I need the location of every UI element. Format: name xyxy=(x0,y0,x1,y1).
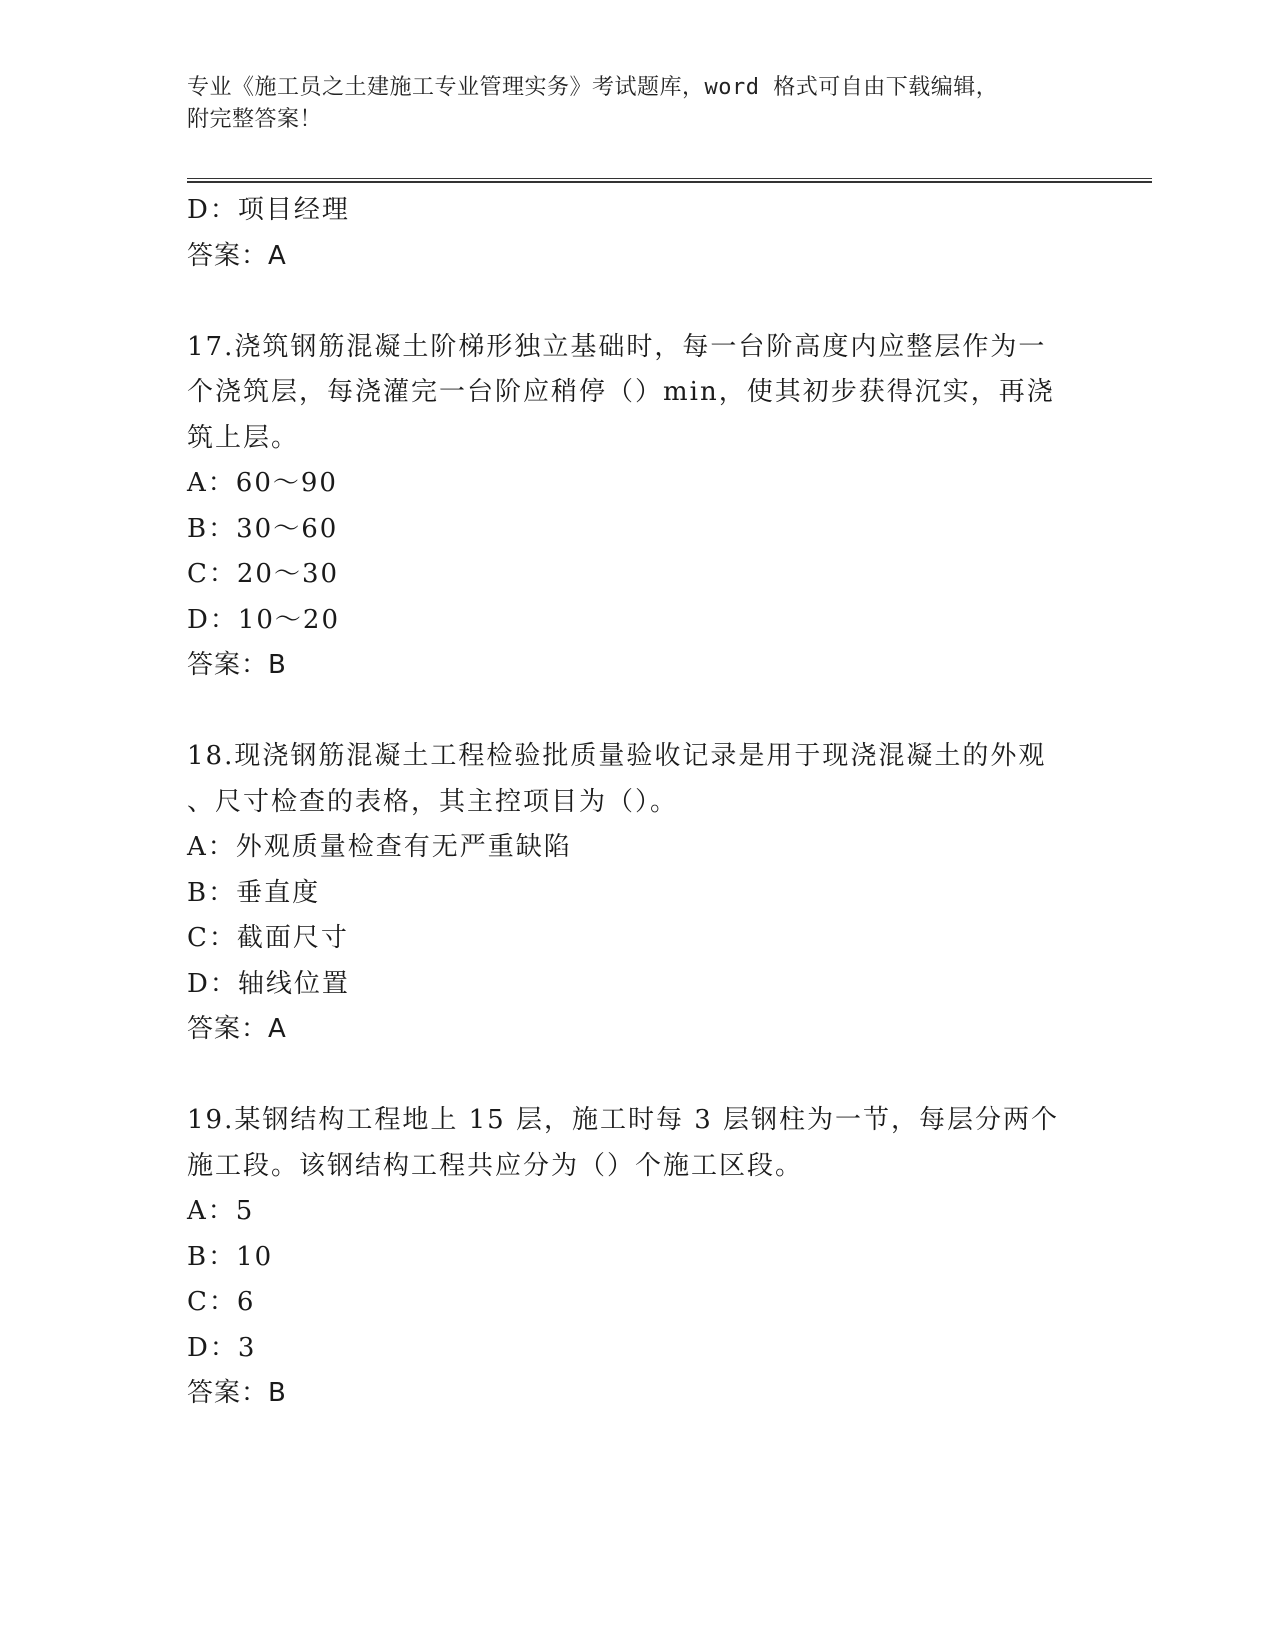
option-d: D：轴线位置 xyxy=(187,968,350,999)
previous-question-fragment xyxy=(187,188,1087,279)
question-list xyxy=(187,188,1087,1417)
answer-line: 答案：A xyxy=(187,240,287,271)
option-b: B：10 xyxy=(187,1241,274,1272)
question-stem-line: 17.浇筑钢筋混凝土阶梯形独立基础时，每一台阶高度内应整层作为一 xyxy=(187,331,1047,362)
option-a: A：60～90 xyxy=(187,468,338,498)
option-a: A：5 xyxy=(187,1196,255,1226)
header-divider xyxy=(187,178,1152,183)
question-19 xyxy=(187,1098,1087,1417)
page-header xyxy=(187,72,1067,136)
question-stem-line: 18.现浇钢筋混凝土工程检验批质量验收记录是用于现浇混凝土的外观 xyxy=(187,741,1047,771)
option-b: B：垂直度 xyxy=(187,877,321,908)
spacer xyxy=(187,1053,1087,1099)
spacer xyxy=(187,279,1087,325)
answer-line: 答案：B xyxy=(187,1378,287,1408)
option-d: D：3 xyxy=(187,1332,257,1363)
spacer xyxy=(187,689,1087,735)
question-stem-line: 个浇筑层，每浇灌完一台阶应稍停（）min，使其初步获得沉实，再浇 xyxy=(187,377,1055,407)
answer-line: 答案：B xyxy=(187,650,287,680)
option-d: D：10～20 xyxy=(187,604,341,635)
option-c: C：20～30 xyxy=(187,559,340,589)
option-c: C：截面尺寸 xyxy=(187,923,349,953)
question-17 xyxy=(187,325,1087,689)
option-c: C：6 xyxy=(187,1287,256,1317)
option-a: A：外观质量检查有无严重缺陷 xyxy=(187,832,572,862)
question-stem-line: 19.某钢结构工程地上 15 层，施工时每 3 层钢柱为一节，每层分两个 xyxy=(187,1105,1060,1135)
answer-line: 答案：A xyxy=(187,1014,287,1044)
question-stem-line: 、尺寸检查的表格，其主控项目为（）。 xyxy=(187,786,679,817)
question-stem-line: 施工段。该钢结构工程共应分为（）个施工区段。 xyxy=(187,1150,804,1181)
header-line-1: 专业《施工员之土建施工专业管理实务》考试题库，word 格式可自由下载编辑， xyxy=(187,75,999,100)
header-line-2: 附完整答案！ xyxy=(187,107,323,132)
question-18 xyxy=(187,734,1087,1053)
option-b: B：30～60 xyxy=(187,513,339,544)
question-stem-line: 筑上层。 xyxy=(187,422,300,453)
option-d: D：项目经理 xyxy=(187,195,350,225)
